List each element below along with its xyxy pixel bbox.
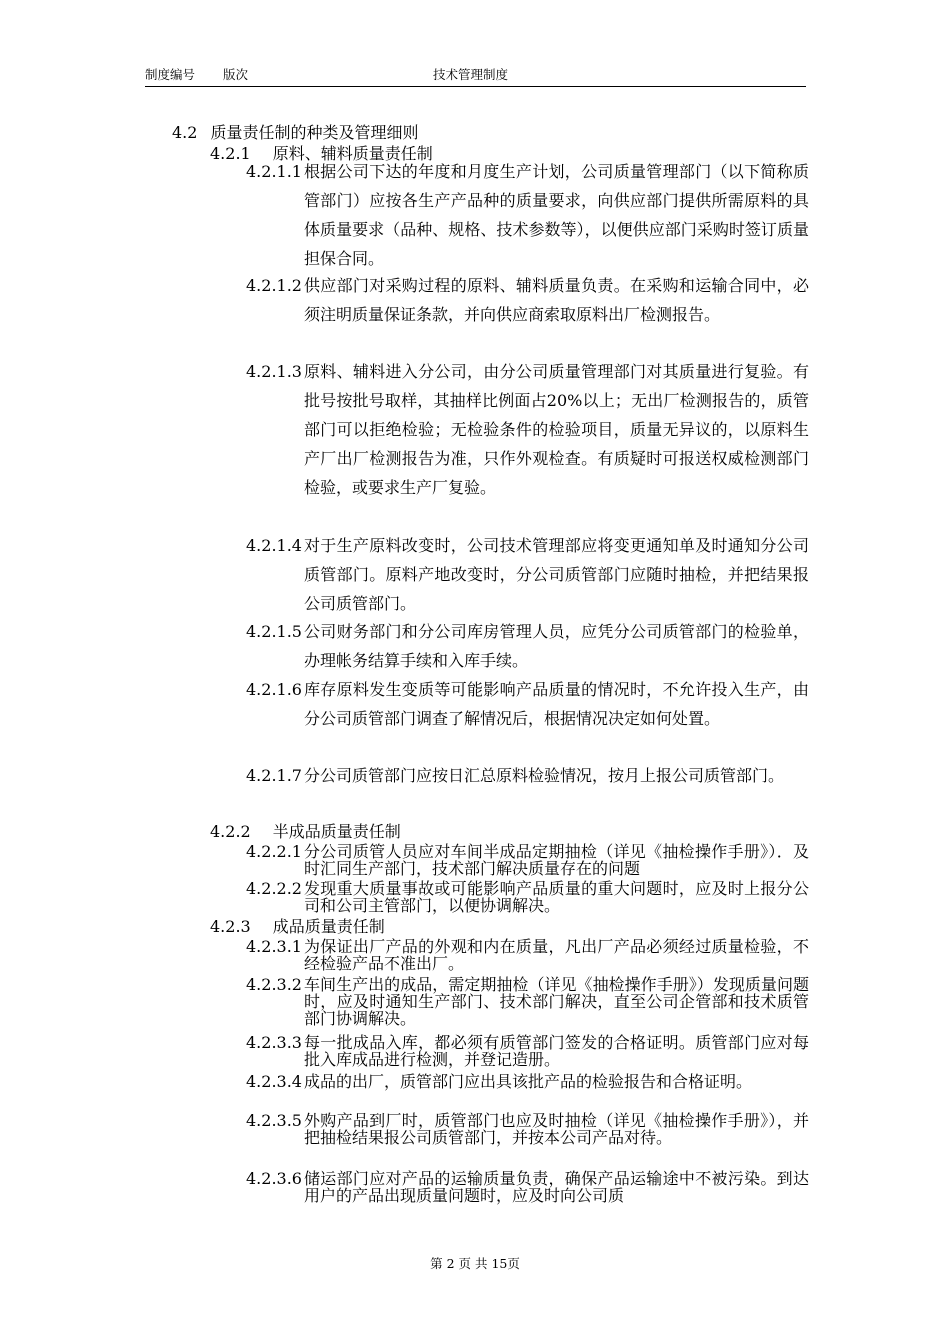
clause-item [246, 1170, 809, 1204]
clause-number: 4.2.1.7 [246, 766, 302, 785]
clause-text: 库存原料发生变质等可能影响产品质量的情况时，不允许投入生产，由分公司质管部门调查了解情况后，根据情况决定如何处置。 [304, 680, 809, 728]
clause-text: 公司财务部门和分公司库房管理人员，应凭分公司质管部门的检验单，办理帐务结算手续和入库手续。 [304, 622, 809, 670]
clause-number: 4.2.3.5 [246, 1111, 302, 1130]
clause-item [246, 938, 809, 972]
clause-number: 4.2.1.1 [246, 162, 302, 181]
subsection-heading [210, 918, 385, 936]
clause-item [246, 880, 809, 914]
clause-text: 发现重大质量事故或可能影响产品质量的重大问题时，应及时上报分公司和公司主管部门，以便协调解决。 [304, 879, 809, 915]
page-number: 第 2 页 共 15页 [430, 1256, 520, 1271]
clause-number: 4.2.3.4 [246, 1072, 302, 1091]
clause-text: 供应部门对采购过程的原料、辅料质量负责。在采购和运输合同中，必须注明质量保证条款，并向供应商索取原料出厂检测报告。 [304, 276, 809, 324]
doc-code-label: 制度编号 [145, 67, 196, 82]
clause-item [246, 843, 809, 877]
subsection-number: 4.2.3 [210, 917, 251, 936]
subsection-number: 4.2.2 [210, 822, 251, 841]
subsection-title: 成品质量责任制 [272, 917, 385, 936]
clause-number: 4.2.3.1 [246, 937, 302, 956]
section-number: 4.2 [172, 123, 198, 142]
clause-number: 4.2.1.2 [246, 276, 302, 295]
clause-text: 储运部门应对产品的运输质量负责，确保产品运输途中不被污染。到达用户的产品出现质量问题时，应及时向公司质 [304, 1169, 809, 1205]
clause-number: 4.2.3.3 [246, 1033, 302, 1052]
clause-item [246, 675, 809, 733]
version-label: 版次 [223, 67, 249, 82]
clause-item [246, 1112, 809, 1146]
clause-item [246, 157, 809, 273]
page-header [145, 68, 806, 87]
clause-number: 4.2.2.2 [246, 879, 302, 898]
section-heading [172, 124, 418, 142]
clause-text: 原料、辅料进入分公司，由分公司质量管理部门对其质量进行复验。有批号按批号取样，其抽样比例面占20%以上；无出厂检测报告的，质管部门可以拒绝检验；无检验条件的检验项目，质量无异议的，以原料生产厂出厂检测报告为准，只作外观检查。有质疑时可报送权威检测部门检验，或要求生产厂复验。 [304, 362, 809, 497]
subsection-title: 原料、辅料质量责任制 [272, 144, 433, 163]
clause-text: 分公司质管人员应对车间半成品定期抽检（详见《抽检操作手册》）．及时汇同生产部门，技术部门解决质量存在的问题 [304, 842, 809, 878]
clause-item [246, 1073, 809, 1090]
subsection-heading [210, 823, 401, 841]
doc-title: 技术管理制度 [433, 67, 509, 82]
clause-number: 4.2.1.4 [246, 536, 302, 555]
clause-item [246, 357, 809, 502]
section-title: 质量责任制的种类及管理细则 [210, 123, 419, 142]
clause-item [246, 976, 809, 1027]
clause-item [246, 531, 809, 618]
clause-item [246, 1034, 809, 1068]
clause-text: 分公司质管部门应按日汇总原料检验情况，按月上报公司质管部门。 [304, 766, 785, 785]
subsection-number: 4.2.1 [210, 144, 251, 163]
clause-number: 4.2.2.1 [246, 842, 302, 861]
subsection-title: 半成品质量责任制 [272, 822, 401, 841]
clause-number: 4.2.1.6 [246, 680, 302, 699]
clause-text: 为保证出厂产品的外观和内在质量，凡出厂产品必须经过质量检验，不经检验产品不准出厂。 [304, 937, 809, 973]
clause-text: 外购产品到厂时，质管部门也应及时抽检（详见《抽检操作手册》），并把抽检结果报公司质管部门，并按本公司产品对待。 [304, 1111, 809, 1147]
clause-text: 成品的出厂，质管部门应出具该批产品的检验报告和合格证明。 [304, 1072, 753, 1091]
clause-item [246, 271, 809, 329]
clause-text: 对于生产原料改变时，公司技术管理部应将变更通知单及时通知分公司质管部门。原料产地改变时，分公司质管部门应随时抽检，并把结果报公司质管部门。 [304, 536, 809, 613]
clause-item [246, 761, 809, 790]
clause-number: 4.2.1.3 [246, 362, 302, 381]
clause-text: 车间生产出的成品，需定期抽检（详见《抽检操作手册》）发现质量问题时，应及时通知生产部门、技术部门解决，直至公司企管部和技术质管部门协调解决。 [304, 975, 809, 1028]
clause-text: 每一批成品入库，都必须有质管部门签发的合格证明。质管部门应对每批入库成品进行检测，并登记造册。 [304, 1033, 809, 1069]
clause-text: 根据公司下达的年度和月度生产计划，公司质量管理部门（以下简称质管部门）应按各生产产品种的质量要求，向供应部门提供所需原料的具体质量要求（品种、规格、技术参数等），以便供应部门采购时签订质量担保合同。 [304, 162, 809, 268]
clause-item [246, 617, 809, 675]
clause-number: 4.2.3.2 [246, 975, 302, 994]
clause-number: 4.2.3.6 [246, 1169, 302, 1188]
clause-number: 4.2.1.5 [246, 622, 302, 641]
page-footer [0, 1257, 950, 1271]
